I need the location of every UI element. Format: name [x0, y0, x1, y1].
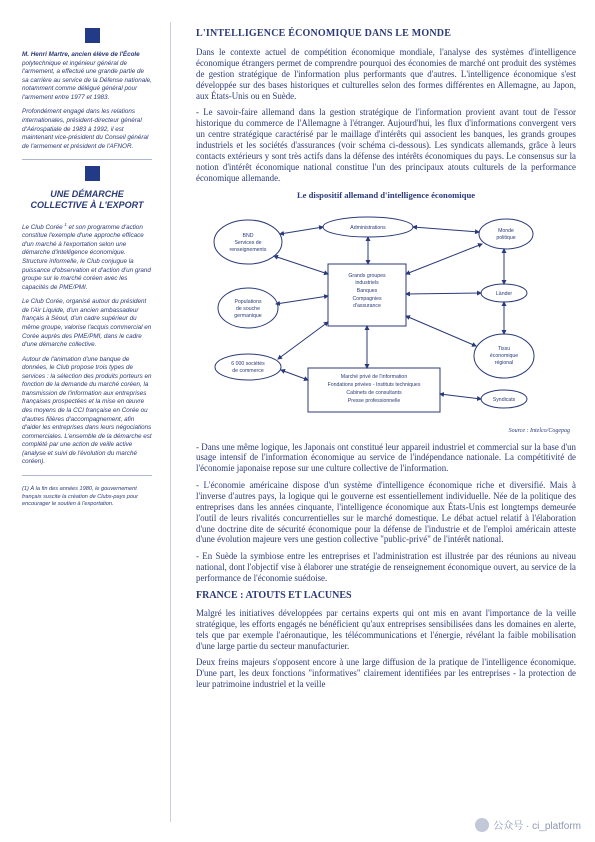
- label-lander: Länder: [495, 290, 513, 297]
- sidebar-paragraph-2: Le Club Corée, organisé autour du président de l'Air Liquide, d'un ancien ambassadeur français à Séoul, d'un cadre supérieur du même groupe, valorise l'acquis commercial en Corée auprès des PME/PMI, dans le cadre d'une démarche collective.: [22, 298, 152, 349]
- sidebar-divider: [22, 159, 152, 160]
- wechat-icon: [475, 818, 489, 832]
- label-administrations: Administrations: [350, 224, 386, 231]
- section-title-france: FRANCE : ATOUTS ET LACUNES: [196, 589, 352, 601]
- label-marche-4: Presse professionnelle: [347, 397, 401, 404]
- paragraph-france-1: Malgré les initiatives développées par certains experts qui ont mis en avant l'importance de la veille stratégique, les efforts engagés ne bénéficient qu'aux entreprises sensibilisées dans les domaines en alerte, tels que par exemple l'aéronautique, les télécommunications et l'énergie, révélant la faible mobilisation d'une large partie du secteur manufacturier.: [196, 608, 576, 651]
- sidebar-divider: [22, 475, 152, 476]
- paragraph-france-2: Deux freins majeurs s'opposent encore à une large diffusion de la pratique de l'intelligence économique. D'une part, les deux fonctions "informatives" clairement identifiées par les entreprises - la protection de leur patrimoine industriel et la veille: [196, 657, 576, 690]
- german-system-diagram: [210, 204, 560, 424]
- sidebar-bio-2: Profondément engagé dans les relations internationales, président-directeur général d'Aérospatiale de 1983 à 1992, il est maintenant vice-président du Conseil général de l'armement et président de l'AFNOR.: [22, 108, 149, 150]
- sidebar-paragraph-1: Le Club Corée $^1$ et son programme d'action constitue l'exemple d'une approche efficace d'un marché à l'exportation selon une démarche d'intelligence économique. Structure informelle, le Club conjugue la puissance d'observation et d'action d'un grand groupe sur le marché coréen avec les capacités de PME/PMI.: [22, 221, 151, 291]
- node-monde-politique: [479, 219, 533, 249]
- paragraph-intro: Dans le contexte actuel de compétition économique mondiale, l'analyse des systèmes d'intelligence économique étrangers permet de comprendre pourquoi des économies de marché ont produit des systèmes de gestion stratégique de l'information plus performants que d'autres. L'intelligence économique s'est développée sur des bases historiques et culturelles selon des formes différentes en Allemagne, au Japon, aux États-Unis ou en Suède.: [196, 47, 576, 101]
- main-column: [196, 28, 576, 696]
- watermark: [475, 817, 581, 832]
- label-tissu-3: régional: [494, 359, 514, 366]
- paragraph-sweden: - En Suède la symbiose entre les entreprises et l'administration est illustrée par des réunions au niveau national, dont l'objectif vise à élaborer une stratégie de renseignement économique ouvert, au service de la performance de l'économie suédoise.: [196, 551, 576, 583]
- label-societes-1: 6 000 sociétés: [231, 360, 265, 367]
- section-title: L'INTELLIGENCE ÉCONOMIQUE DANS LE MONDE: [196, 28, 452, 39]
- label-marche-1: Marché privé de l'information: [340, 373, 408, 380]
- paragraph-germany: - Le savoir-faire allemand dans la gestion stratégique de l'information provient avant tout de l'essor historique du commerce de l'Allemagne à l'étranger. Aujourd'hui, les flux d'informations convergent vers un centre stratégique caractérisé par le maillage d'intérêts qui associent les banques, les grands groupes industriels et les sociétés d'assurances (voir schéma ci-dessous). Les syndicats allemands, grâce à leurs contacts extérieurs y sont très actifs dans la défense des intérêts économiques du pays. Le consensus sur la notion d'intérêt économique national constitue l'un des principaux atouts culturels de la performance économique allemande.: [196, 107, 576, 183]
- label-bnd-2: Services de: [234, 239, 262, 246]
- label-syndicats: Syndicats: [492, 396, 516, 403]
- node-societes: [215, 354, 281, 380]
- label-center-3: Banques: [356, 287, 378, 294]
- label-monde-2: politique: [496, 234, 516, 241]
- sidebar-heading: UNE DÉMARCHE COLLECTIVE À L'EXPORT: [30, 189, 144, 211]
- label-monde-1: Monde: [498, 227, 514, 234]
- square-bullet-icon: [85, 166, 100, 181]
- label-center-1: Grands groupes: [348, 272, 386, 279]
- label-populations-3: germanique: [234, 312, 262, 319]
- label-center-5: d'assurance: [353, 302, 381, 309]
- label-tissu-1: Tissu: [497, 345, 511, 352]
- label-populations-1: Populations: [234, 298, 262, 305]
- label-societes-2: de commerce: [232, 367, 264, 374]
- label-center-4: Compagnies: [352, 295, 382, 302]
- paragraph-usa: - L'économie américaine dispose d'un système d'intelligence économique riche et diversifié. Mais à l'inverse d'autres pays, la logique qui le gouverne est essentiellement individuelle. Née de la politique des entreprises dans les années cinquante, l'intelligence économique aux États-Unis est longtemps demeurée l'outil de leurs rivalités concurrentielles sur le marché domestique. Le débat actuel relatif à l'élaboration d'une doctrine dite de sécurité économique pour la défense de l'industrie et de l'emploi américain atteste d'une évolution majeure vers une gestion collective "public-privé" de l'intérêt national.: [196, 480, 576, 545]
- label-marche-2: Fondations privées - Instituts techniques: [327, 381, 421, 388]
- sidebar: [14, 22, 171, 822]
- watermark-text: 公众号 · ci_platform: [493, 821, 581, 832]
- label-bnd-1: BND: [242, 232, 254, 239]
- figure-title: Le dispositif allemand d'intelligence économique: [296, 189, 476, 200]
- label-bnd-3: renseignements: [229, 246, 267, 253]
- label-tissu-2: économique: [489, 352, 519, 359]
- label-populations-2: de souche: [236, 305, 260, 312]
- label-marche-3: Cabinets de consultants: [346, 389, 402, 396]
- label-center-2: industriels: [355, 279, 379, 286]
- paragraph-japan: - Dans une même logique, les Japonais ont constitué leur appareil industriel et commercial sur la base d'un usage intensif de l'information économique au service de l'indépendance nationale. La compétitivité de l'économie japonaise repose sur une culture collective de l'information.: [196, 441, 576, 474]
- sidebar-footnote: (1) À la fin des années 1980, le gouvernement français suscite la création de Clubs-pays pour encourager le soutien à l'exportation.: [22, 485, 138, 508]
- diagram-figure: [196, 190, 576, 438]
- sidebar-bio-1: M. Henri Martre, ancien élève de l'École polytechnique et ingénieur général de l'armement, a effectué une grande partie de sa carrière au service de la Défense nationale, notamment comme délégué général pour l'armement entre 1977 et 1983.: [22, 51, 152, 101]
- square-bullet-icon: [85, 28, 100, 43]
- figure-source: Source : Intelco/Cogepag: [508, 428, 570, 435]
- sidebar-paragraph-3: Autour de l'animation d'une banque de données, le Club propose trois types de services : la sélection des produits porteurs en fonction de la demande du marché coréen, la transmission de l'information aux entreprises françaises prospectées et la mise en œuvre des moyens de la CCI française en Corée ou d'autres filières d'accompagnement, afin d'aider les entreprises dans leurs négociations commerciales. L'ensemble de la démarche est complété par une action de veille active (analyse et suivi de l'évolution du marché coréen).: [22, 355, 152, 466]
